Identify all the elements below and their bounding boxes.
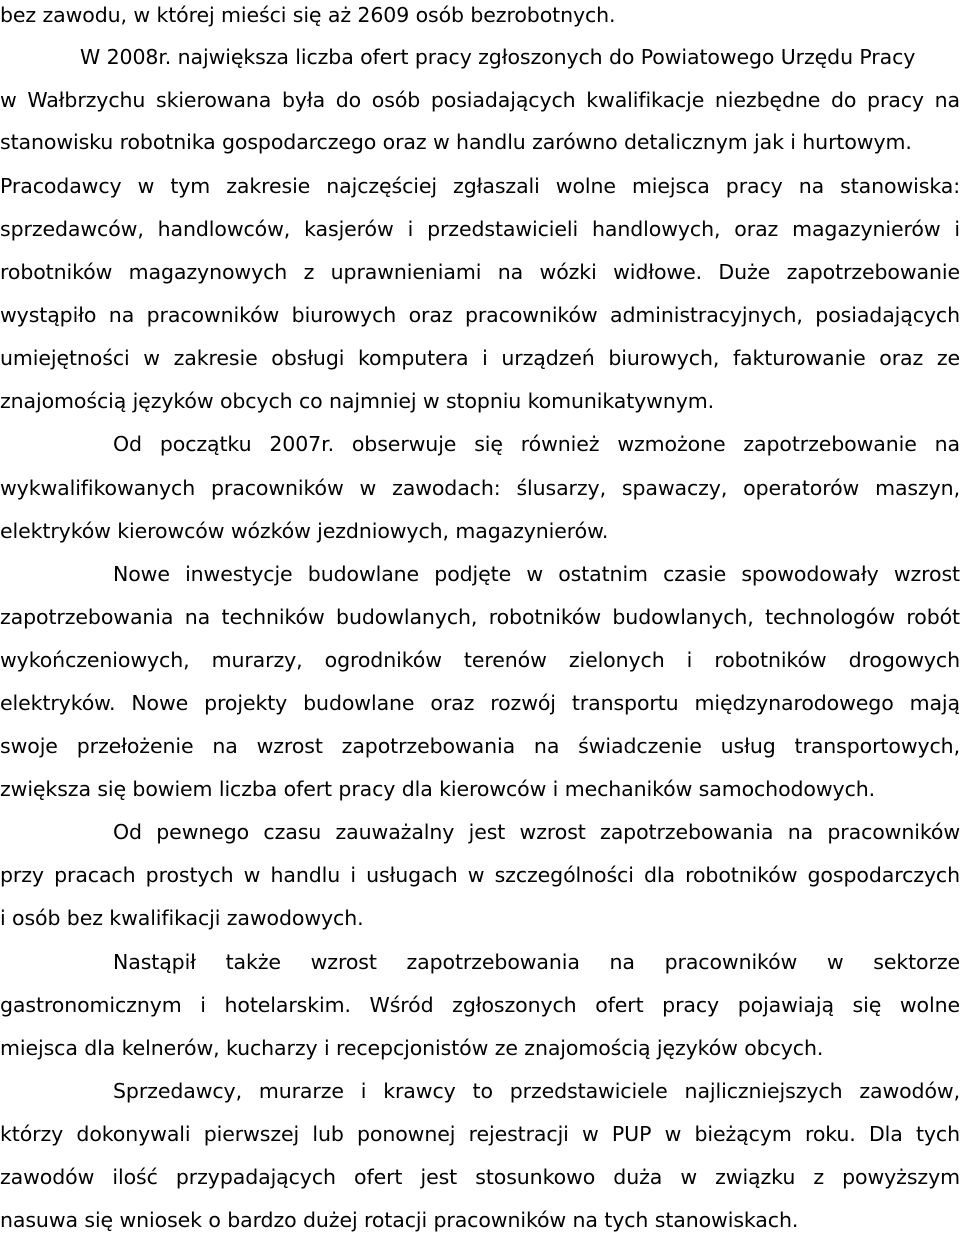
- text-line: i osób bez kwalifikacji zawodowych.: [0, 906, 364, 930]
- text-line: zwiększa się bowiem liczba ofert pracy dla kierowców i mechaników samochodowych.: [0, 777, 876, 801]
- text-line: wykwalifikowanych pracowników w zawodach: ślusarzy, spawaczy, operatorów maszyn,: [0, 476, 960, 500]
- text-line: w Wałbrzychu skierowana była do osób posiadających kwalifikacje niezbędne do pracy na: [0, 88, 960, 112]
- text-line: nasuwa się wniosek o bardzo dużej rotacji pracowników na tych stanowiskach.: [0, 1208, 799, 1232]
- text-line: miejsca dla kelnerów, kucharzy i recepcjonistów ze znajomością języków obcych.: [0, 1036, 824, 1060]
- text-line: Nastąpił także wzrost zapotrzebowania na pracowników w sektorze: [113, 950, 960, 974]
- text-line: którzy dokonywali pierwszej lub ponownej rejestracji w PUP w bieżącym roku. Dla tych: [0, 1122, 960, 1146]
- text-line: Pracodawcy w tym zakresie najczęściej zgłaszali wolne miejsca pracy na stanowiska:: [0, 174, 960, 198]
- text-line: Nowe inwestycje budowlane podjęte w ostatnim czasie spowodowały wzrost: [113, 562, 960, 586]
- text-line: wystąpiło na pracowników biurowych oraz pracowników administracyjnych, posiadających: [0, 303, 960, 327]
- text-line: W 2008r. największa liczba ofert pracy zgłoszonych do Powiatowego Urzędu Pracy: [80, 45, 916, 69]
- text-line: Od pewnego czasu zauważalny jest wzrost zapotrzebowania na pracowników: [113, 820, 960, 844]
- text-line: sprzedawców, handlowców, kasjerów i przedstawicieli handlowych, oraz magazynierów i: [0, 217, 960, 241]
- text-line: umiejętności w zakresie obsługi komputera i urządzeń biurowych, fakturowanie oraz ze: [0, 346, 960, 370]
- text-line: stanowisku robotnika gospodarczego oraz w handlu zarówno detalicznym jak i hurtowym.: [0, 130, 912, 154]
- text-line: znajomością języków obcych co najmniej w stopniu komunikatywnym.: [0, 389, 715, 413]
- text-line: zawodów ilość przypadających ofert jest stosunkowo duża w związku z powyższym: [0, 1165, 960, 1189]
- text-line: zapotrzebowania na techników budowlanych, robotników budowlanych, technologów robót: [0, 605, 960, 629]
- text-line: gastronomicznym i hotelarskim. Wśród zgłoszonych ofert pracy pojawiają się wolne: [0, 993, 960, 1017]
- text-line: przy pracach prostych w handlu i usługach w szczególności dla robotników gospodarczych: [0, 863, 960, 887]
- text-line: Od początku 2007r. obserwuje się również wzmożone zapotrzebowanie na: [113, 432, 960, 456]
- text-line: robotników magazynowych z uprawnieniami na wózki widłowe. Duże zapotrzebowanie: [0, 260, 960, 284]
- text-line: elektryków kierowców wózków jezdniowych, magazynierów.: [0, 519, 609, 543]
- text-line: Sprzedawcy, murarze i krawcy to przedstawiciele najliczniejszych zawodów,: [113, 1079, 960, 1103]
- text-line: bez zawodu, w której mieści się aż 2609 osób bezrobotnych.: [0, 3, 616, 27]
- text-line: swoje przełożenie na wzrost zapotrzebowania na świadczenie usług transportowych,: [0, 734, 960, 758]
- text-line: wykończeniowych, murarzy, ogrodników terenów zielonych i robotników drogowych: [0, 648, 960, 672]
- text-line: elektryków. Nowe projekty budowlane oraz rozwój transportu międzynarodowego mają: [0, 691, 960, 715]
